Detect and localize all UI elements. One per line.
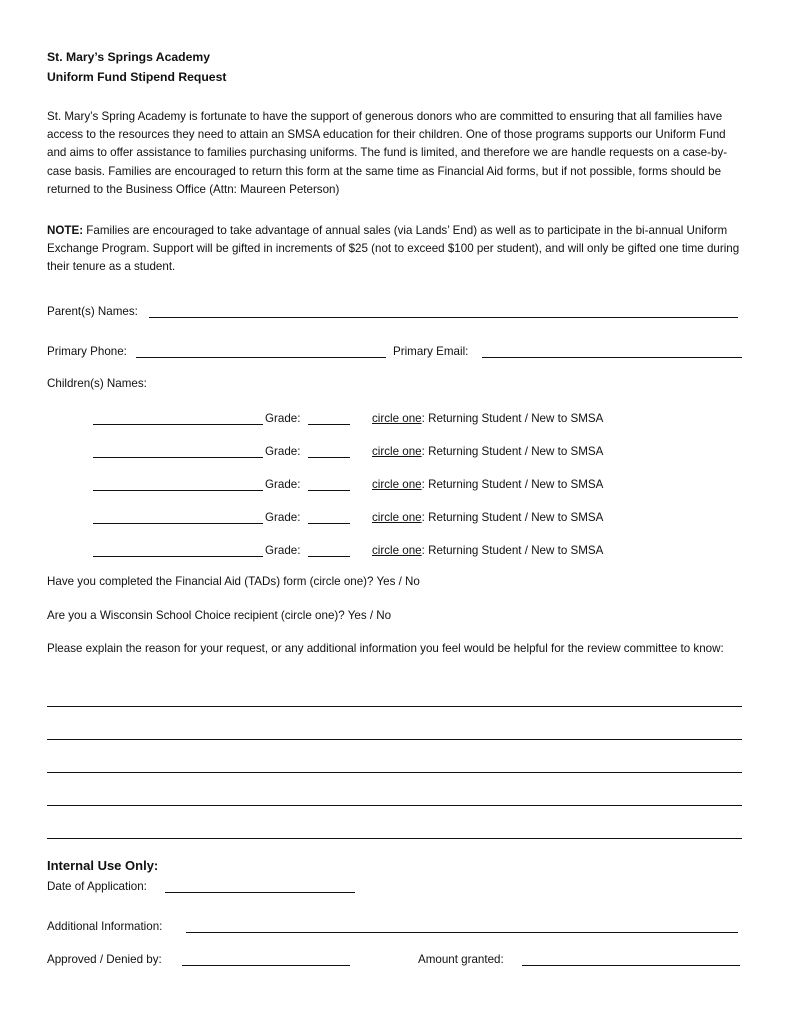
explanation-line[interactable]: [47, 772, 742, 773]
email-field[interactable]: [482, 357, 742, 358]
form-title: Uniform Fund Stipend Request: [47, 70, 227, 84]
child-name-field[interactable]: [93, 556, 263, 557]
status-options: : Returning Student / New to SMSA: [421, 544, 604, 557]
child-name-field[interactable]: [93, 523, 263, 524]
parents-field[interactable]: [149, 317, 738, 318]
student-status-choice[interactable]: [372, 445, 603, 458]
circle-one-label: circle one: [372, 445, 422, 458]
child-name-field[interactable]: [93, 457, 263, 458]
circle-one-label: circle one: [372, 478, 422, 491]
status-options: : Returning Student / New to SMSA: [421, 412, 604, 425]
student-status-choice[interactable]: [372, 544, 603, 557]
grade-field[interactable]: [308, 490, 350, 491]
explanation-line[interactable]: [47, 805, 742, 806]
school-choice-question[interactable]: Are you a Wisconsin School Choice recipient (circle one)? Yes / No: [47, 609, 392, 622]
child-name-field[interactable]: [93, 490, 263, 491]
parents-label: Parent(s) Names:: [47, 305, 138, 318]
circle-one-label: circle one: [372, 544, 422, 557]
explain-prompt: Please explain the reason for your request, or any additional information you feel would be helpful for the review committee to know:: [47, 642, 724, 655]
explanation-line[interactable]: [47, 706, 742, 707]
email-label: Primary Email:: [393, 345, 469, 358]
grade-label: Grade:: [265, 412, 301, 425]
date-of-application-label: Date of Application:: [47, 880, 147, 893]
status-options: : Returning Student / New to SMSA: [421, 445, 604, 458]
grade-label: Grade:: [265, 511, 301, 524]
note-paragraph: [47, 222, 747, 277]
circle-one-label: circle one: [372, 511, 422, 524]
grade-label: Grade:: [265, 445, 301, 458]
explanation-line[interactable]: [47, 739, 742, 740]
financial-aid-question[interactable]: Have you completed the Financial Aid (TADs) form (circle one)? Yes / No: [47, 575, 420, 588]
additional-info-field[interactable]: [186, 932, 738, 933]
note-text: Families are encouraged to take advantage of annual sales (via Lands’ End) as well as to participate in the bi-annual Uniform Exchange Program. Support will be gifted in increments of $25 (not to exceed $100 per student), and will only be gifted one time during their tenure as a student.: [47, 224, 740, 274]
grade-field[interactable]: [308, 556, 350, 557]
grade-field[interactable]: [308, 523, 350, 524]
grade-field[interactable]: [308, 424, 350, 425]
internal-use-heading: Internal Use Only:: [47, 858, 159, 873]
status-options: : Returning Student / New to SMSA: [421, 511, 604, 524]
amount-granted-field[interactable]: [522, 965, 740, 966]
school-name: St. Mary’s Springs Academy: [47, 50, 211, 64]
grade-label: Grade:: [265, 478, 301, 491]
note-label: NOTE:: [47, 224, 84, 237]
student-status-choice[interactable]: [372, 412, 603, 425]
student-status-choice[interactable]: [372, 511, 603, 524]
grade-label: Grade:: [265, 544, 301, 557]
approved-denied-label: Approved / Denied by:: [47, 953, 162, 966]
circle-one-label: circle one: [372, 412, 422, 425]
additional-info-label: Additional Information:: [47, 920, 163, 933]
phone-field[interactable]: [136, 357, 386, 358]
approved-denied-field[interactable]: [182, 965, 350, 966]
children-label: Children(s) Names:: [47, 377, 147, 390]
status-options: : Returning Student / New to SMSA: [421, 478, 604, 491]
explanation-line[interactable]: [47, 838, 742, 839]
intro-paragraph: St. Mary’s Spring Academy is fortunate to have the support of generous donors who are committed to ensuring that all families have access to the resources they need to attain an SMSA education for their children. One of those programs supports our Uniform Fund and aims to offer assistance to families purchasing uniforms. The fund is limited, and therefore we are handle requests on a case-by-case basis. Families are encouraged to return this form at the same time as Financial Aid forms, but if not possible, forms should be returned to the Business Office (Attn: Maureen Peterson): [47, 110, 728, 196]
phone-label: Primary Phone:: [47, 345, 127, 358]
student-status-choice[interactable]: [372, 478, 603, 491]
child-name-field[interactable]: [93, 424, 263, 425]
date-of-application-field[interactable]: [165, 892, 355, 893]
grade-field[interactable]: [308, 457, 350, 458]
amount-granted-label: Amount granted:: [418, 953, 504, 966]
